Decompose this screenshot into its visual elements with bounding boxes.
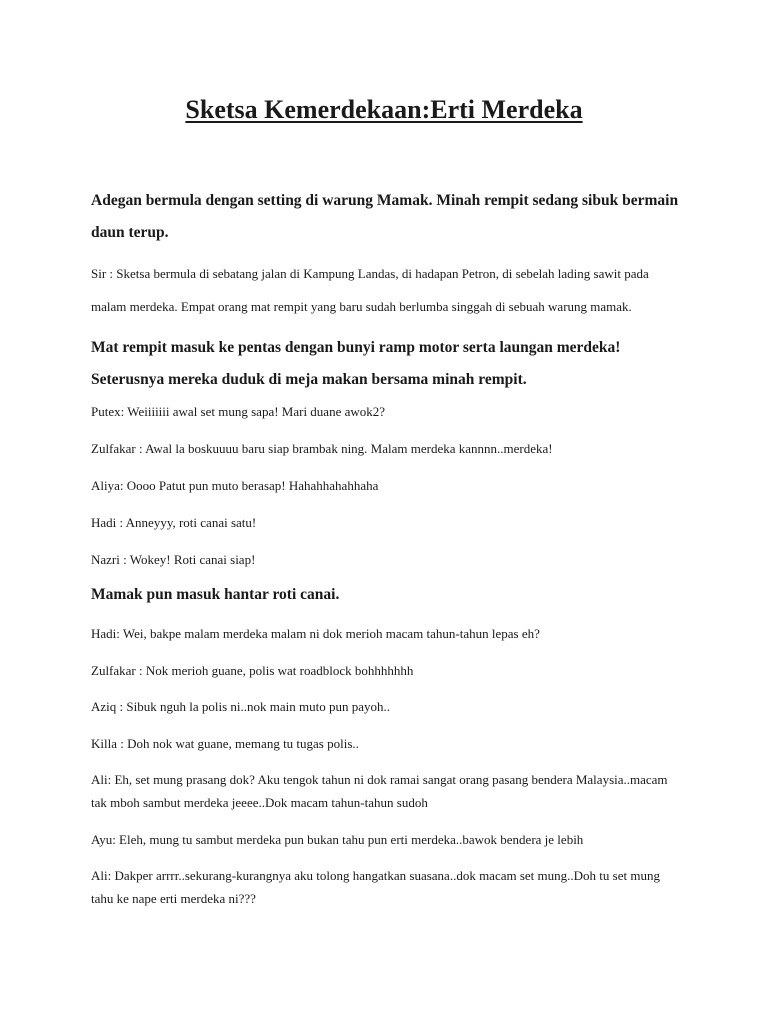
dialogue-line: tahu ke nape erti merdeka ni??? — [91, 891, 256, 906]
dialogue-line: Hadi : Anneyyy, roti canai satu! — [91, 515, 257, 530]
narration-line: Sir : Sketsa bermula di sebatang jalan di Kampung Landas, di hadapan Petron, di sebelah lading sawit pada — [91, 266, 649, 281]
dialogue-line: Hadi: Wei, bakpe malam merdeka malam ni dok merioh macam tahun-tahun lepas eh? — [91, 626, 540, 641]
dialogue-line: Ali: Dakper arrrr..sekurang-kurangnya aku tolong hangatkan suasana..dok macam set mung..Doh tu set mung — [91, 868, 660, 883]
stage-direction-line: Adegan bermula dengan setting di warung Mamak. Minah rempit sedang sibuk bermain — [91, 192, 679, 209]
document-title: Sketsa Kemerdekaan:Erti Merdeka — [185, 95, 583, 124]
stage-direction-line: Seterusnya mereka duduk di meja makan bersama minah rempit. — [91, 371, 527, 388]
dialogue-line: Nazri : Wokey! Roti canai siap! — [91, 552, 256, 567]
stage-direction-line: Mat rempit masuk ke pentas dengan bunyi ramp motor serta laungan merdeka! — [91, 339, 621, 356]
dialogue-line: Aziq : Sibuk nguh la polis ni..nok main muto pun payoh.. — [91, 699, 390, 714]
dialogue-line: tak mboh sambut merdeka jeeee..Dok macam tahun-tahun sudoh — [91, 795, 428, 810]
dialogue-line: Zulfakar : Awal la boskuuuu baru siap brambak ning. Malam merdeka kannnn..merdeka! — [91, 441, 553, 456]
dialogue-line: Aliya: Oooo Patut pun muto berasap! Hahahhahahhaha — [91, 478, 379, 493]
dialogue-line: Ali: Eh, set mung prasang dok? Aku tengok tahun ni dok ramai sangat orang pasang bendera Malaysia..macam — [91, 772, 668, 787]
stage-direction-line: daun terup. — [91, 224, 169, 241]
stage-direction-line: Mamak pun masuk hantar roti canai. — [91, 586, 340, 603]
dialogue-line: Zulfakar : Nok merioh guane, polis wat roadblock bohhhhhhh — [91, 663, 414, 678]
narration-line: malam merdeka. Empat orang mat rempit yang baru sudah berlumba singgah di sebuah warung mamak. — [91, 299, 632, 314]
dialogue-line: Ayu: Eleh, mung tu sambut merdeka pun bukan tahu pun erti merdeka..bawok bendera je lebih — [91, 832, 584, 847]
dialogue-line: Putex: Weiiiiiii awal set mung sapa! Mari duane awok2? — [91, 404, 386, 419]
dialogue-line: Killa : Doh nok wat guane, memang tu tugas polis.. — [91, 736, 359, 751]
